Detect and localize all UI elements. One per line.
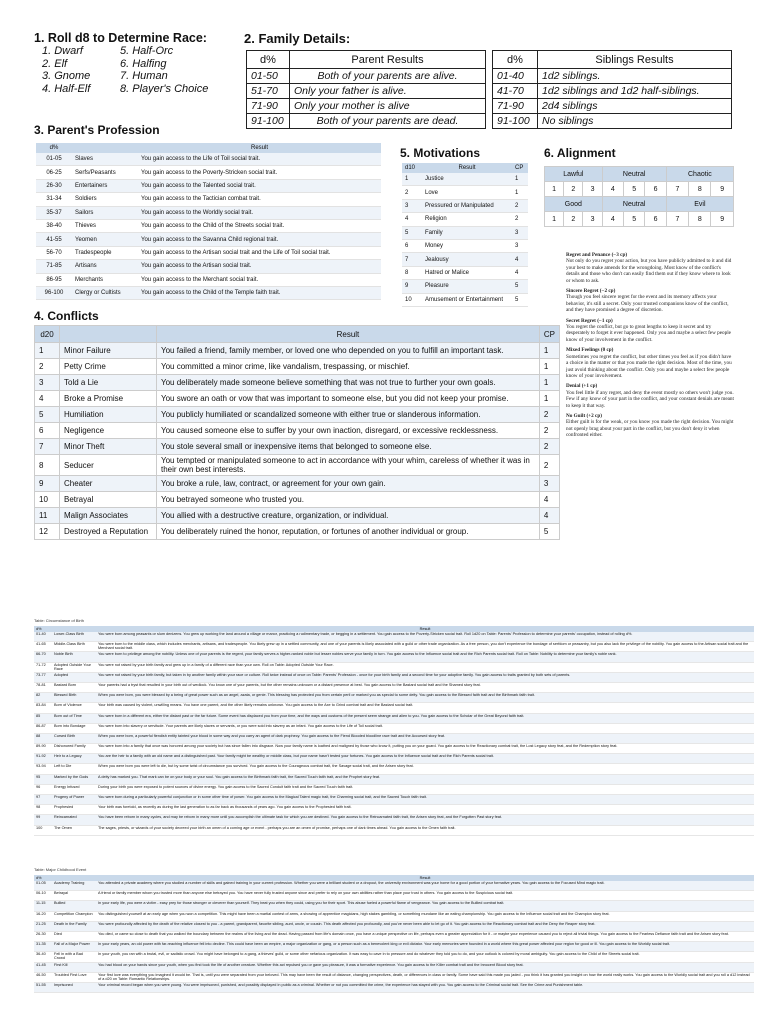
table-row: 91-92 Heir to a Legacy You are the heir to a family with an old name and a distinguished past. Your family might be wealthy or middle class, but your name hasn't tested your fortunes. You gain access to the Influence social trait and the Rich Parents social trait. xyxy=(34,754,754,764)
table-row: 06-10 Betrayal A friend or family member whom you trusted more than anyone else betrayed you. You have never fully trusted anyone since and prefer to rely on your own abilities rather than place your trust in others. You gain access to the Suspicious social trait. xyxy=(34,891,754,901)
regret-title: Regret and Penance (−3 cp) xyxy=(566,252,628,258)
table-row: 91-100 No siblings xyxy=(493,114,732,129)
col-header: Result xyxy=(96,875,754,881)
table-row: 01-40 1d2 siblings. xyxy=(493,69,732,84)
table-row: 56-70 Tradespeople You gain access to the Artisan social trait and the Life of Toil social trait. xyxy=(36,246,381,259)
table-row: 31-34 Soldiers You gain access to the Tactician combat trait. xyxy=(36,193,381,206)
race-option: 6. Halfing xyxy=(120,57,167,70)
table-row: 82 Blessed Birth When you were born, you were blessed by a being of great power such as an angel, azata, or genie. This blessing has protected you from certain peril or marked you as special to some deity. You gain access to the Blessed faith trait and the Birthmark faith trait. xyxy=(34,693,754,703)
table-row: 100 The Omen The sages, priests, or wizards of your society decreed your birth an omen of a coming age or event - perhaps you are an omen of promise, perhaps one of dark times ahead. You gain access to the Omen faith trait. xyxy=(34,825,754,835)
regret-title: Sincere Regret (−2 cp) xyxy=(566,288,616,295)
regret-title: Secret Regret (−1 cp) xyxy=(566,317,613,324)
table-row: 86-95 Merchants You gain access to the Merchant social trait. xyxy=(36,273,381,286)
col-header: Result xyxy=(138,143,381,153)
col-header xyxy=(72,143,138,153)
table-row: 10 Amusement or Entertainment 5 xyxy=(402,293,528,306)
childhood-caption: Table: Major Childhood Event xyxy=(34,867,87,872)
race-list-right xyxy=(120,45,208,95)
birth-caption: Table: Circumstance of Birth xyxy=(34,618,85,623)
table-row: 41-70 1d2 siblings and 1d2 half-siblings. xyxy=(493,84,732,99)
family-heading: 2. Family Details: xyxy=(244,31,351,46)
regret-sidebar xyxy=(566,248,734,439)
table-row: 88 Cursed Birth When you were born, a powerful fiendish entity tainted your blood in some way and you carry an agent of dark prophecy. You gain access to the Fiend Blooded bloodline race trait and the Accursed story feat. xyxy=(34,733,754,743)
table-row: 31-35 Fall of a Major Power In your early years, an old power with far-reaching influence fell into decline. This could have been an empire, a major organization or gang, or a person such as a benevolent king or evil dictator. Your early memories were founded in a world where this great power affected your region for good or ill. You gain access to the Worldly social trait. xyxy=(34,942,754,952)
race-option: 8. Player's Choice xyxy=(120,82,209,95)
race-option: 7. Human xyxy=(120,70,168,82)
table-row: 26-30 Died You died, or came so close to death that you walked the boundary between the realms of the living and the dead. Having passed from life's domain once, you have a unique perspective on life, perhaps even a greater appreciation for it - or maybe your experience caused you to reject all trivial things. You gain access to the Fearless Defiance faith trait and the Arisen story feat. xyxy=(34,931,754,941)
table-row: 06-25 Serfs/Peasants You gain access to the Poverty-Stricken social trait. xyxy=(36,166,381,179)
col-header: d% xyxy=(34,626,52,632)
table-row: 71-90 Only your mother is alive xyxy=(247,99,486,114)
table-row: 1 Minor Failure You failed a friend, family member, or loved one who depended on you to fulfill an important task. 1 xyxy=(35,343,560,359)
table-row: 5 Family 3 xyxy=(402,226,528,239)
table-row: 91-100 Both of your parents are dead. xyxy=(247,114,486,129)
race-option: 5. Half-Orc xyxy=(120,45,174,57)
col-header: Result xyxy=(422,163,512,173)
regret-text: You regret the conflict, but go to great lengths to keep it secret and try desperately to forget it ever happened. Only you and maybe a select few people know of your involvement in the conflict. xyxy=(566,324,731,343)
table-row: 16-20 Competition Champion You distinguished yourself at an early age when you won a competition. This might have been a martial contest of arms, a showing of apprentice magicians, high stakes gambling, or something mundane like an eating championship. You gain access to the Influence social trait and the Champion story feat. xyxy=(34,911,754,921)
table-row: 01-05 Slaves You gain access to the Life of Toil social trait. xyxy=(36,153,381,166)
table-row: 8 Seducer You tempted or manipulated someone to act in accordance with your whim, careless of whether it was in their own best interests. 2 xyxy=(35,455,560,476)
table-row: 96-100 Clergy or Cultists You gain access to the Child of the Temple faith trait. xyxy=(36,286,381,299)
table-row: 7 Jealousy 4 xyxy=(402,253,528,266)
table-row: 9 Pleasure 5 xyxy=(402,280,528,293)
table-row: 7 Minor Theft You stole several small or inexpensive items that belonged to someone else. 2 xyxy=(35,439,560,455)
col-header: d% xyxy=(493,51,538,69)
table-row: 01-05 Academy Training You attended a private academy where you studied a number of skills and gained training in your current profession. Whether you were a brilliant student or a dropout, the university environment was your home for a good portion of your formative years. You gain access to the Focused Mind magic trait. xyxy=(34,881,754,891)
table-row: 01-50 Both of your parents are alive. xyxy=(247,69,486,84)
table-row: 2 Love 1 xyxy=(402,186,528,199)
table-row: 4 Broke a Promise You swore an oath or vow that was important to someone else, but you did not keep your promise. 1 xyxy=(35,391,560,407)
col-header: Siblings Results xyxy=(538,51,732,69)
conflicts-table xyxy=(34,325,560,540)
table-row: 10 Betrayal You betrayed someone who trusted you. 4 xyxy=(35,492,560,508)
col-header: d20 xyxy=(35,326,60,343)
regret-title: No Guilt (+2 cp) xyxy=(566,412,602,419)
alignment-heading: 6. Alignment xyxy=(544,146,616,160)
col-header: CP xyxy=(539,326,559,343)
motivations-table xyxy=(402,163,528,307)
col-header xyxy=(60,326,157,343)
col-header: d10 xyxy=(402,163,422,173)
table-row: 83-84 Born of Violence Your birth was caused by violent, unwilling means. You have one parent, and the other likely remains unknown. You gain access to the Axe to Grind combat trait and the Bastard social trait. xyxy=(34,703,754,713)
race-option: 3. Gnome xyxy=(42,70,91,82)
table-row: 2 Petty Crime You committed a minor crime, like vandalism, trespassing, or mischief. 1 xyxy=(35,359,560,375)
col-header: Result xyxy=(157,326,540,343)
table-row: 46-50 Troubled First Love Your first love was everything you imagined it would be. That is, until you were separated from your beloved. This may have been the result of distance, changing perspectives, death, or differences in class or family. Some have said this made you jaded - you think it has granted you insight on how the world really works. You gain access to the Worldly social trait and you roll a d12 instead of a d20 on Table: Romantic Relationships. xyxy=(34,972,754,982)
table-row: 3 Pressured or Manipulated 2 xyxy=(402,199,528,212)
parents-table xyxy=(246,50,486,129)
regret-text: Either guilt is for the weak, or you know you made the right decision. You might not openly brag about your part in the conflict, but you don't deny it when confronted either. xyxy=(566,419,734,439)
table-row: 8 Hatred or Malice 4 xyxy=(402,266,528,279)
table-row: 26-30 Entertainers You gain access to the Talented social trait. xyxy=(36,179,381,192)
table-row: 97 Progeny of Power You were born during a particularly powerful conjunction or in some other time of power. You gain access to the Magical Talent magic trait, the Charming social trait, and the Sacred Touch faith trait. xyxy=(34,795,754,805)
table-row: 9 Cheater You broke a rule, law, contract, or agreement for your own gain. 3 xyxy=(35,476,560,492)
col-header: CP xyxy=(512,163,528,173)
race-heading: 1. Roll d8 to Determine Race: xyxy=(34,31,207,45)
profession-heading: 3. Parent's Profession xyxy=(34,123,160,137)
table-row: 95 Marked by the Gods A deity has marked you. That mark can be on your body or your soul. You gain access to the Birthmark faith trait, the Sacred Touch faith trait, and the Prophet story feat. xyxy=(34,774,754,784)
table-row: 6 Negligence You caused someone else to suffer by your own inaction, disregard, or excessive recklessness. 2 xyxy=(35,423,560,439)
motivations-heading: 5. Motivations xyxy=(400,146,481,160)
table-row: 78-81 Bastard Born Your parents had a tryst that resulted in your birth out of wedlock. You know one of your parents, but the other remains unknown or a distant presence at best. You gain access to the Bastard social trait and the Shamed story feat. xyxy=(34,682,754,692)
table-row: 01-40 Lower-Class Birth You were born among peasants or slum denizens. You grew up working the land around a village or manor, practicing a rudimentary trade, or begging in a settlement. You gain access to the Poverty-Stricken social trait. Roll 1d20 on Table: Parents' Profession to determine your parents' occupation, instead of rolling d%. xyxy=(34,632,754,642)
table-row: 3 Told a Lie You deliberately made someone believe something that was not true to further your own goals. 1 xyxy=(35,375,560,391)
table-row: 4 Religion 2 xyxy=(402,213,528,226)
table-row: 98 Prophesied Your birth was foretold, as recently as during the last generation to as far back as thousands of years ago. You gain access to the Prophesied faith trait. xyxy=(34,805,754,815)
alignment-chaotic-header: Chaotic xyxy=(666,167,733,182)
regret-text: You feel little if any regret, and deny the event mostly so others won't judge you. Few if any know of your part in the conflict, and your constant denials are meant to keep it that way. xyxy=(566,389,734,409)
race-list-left xyxy=(42,45,90,95)
regret-text: Not only do you regret your action, but you have publicly admitted to it and did your best to make amends for the wrongdoing. Most know of the conflict's details and those who don't can easily find them out if they know where to look or whom to ask. xyxy=(566,258,732,284)
table-row: 36-40 Fell in with a Bad Crowd In your youth, you ran with a brutal, evil, or sadistic crowd. You might have belonged to a gang, a thieves' guild, or some other nefarious organization. It was easy to cave in to pressure and do whatever they told you to do, and your outlook is colored by moral ambiguity. You gain access to the Child of the Streets social trait. xyxy=(34,952,754,962)
table-row: 71-90 2d4 siblings xyxy=(493,99,732,114)
table-row: 85 Born out of Time You were born in a different era, either the distant past or the far future. Some event has displaced you from your time, and the ways and customs of the present seem strange and alien to you. You gain access to the Scholar of the Great Beyond faith trait. xyxy=(34,713,754,723)
col-header: Parent Results xyxy=(290,51,486,69)
table-row: 11 Malign Associates You allied with a destructive creature, organization, or individual. 4 xyxy=(35,508,560,524)
table-row: 51-55 Imprisoned Your criminal record began when you were young. You were imprisoned, punished, and possibly displayed in public as a criminal. Whether or not you committed the crime, the experience has stayed with you. You gain access to the Criminal social trait. See the Crime and Punishment table. xyxy=(34,982,754,992)
alignment-good-header: Good xyxy=(545,197,603,212)
table-row: 71-85 Artisans You gain access to the Artisan social trait. xyxy=(36,260,381,273)
table-row: 99 Reincarnated You have been reborn in many cycles, and may be reborn in many more until you accomplish the ultimate task for which you are destined. You gain access to the Reincarnated faith trait, the Arisen story feat, and the Forgotten Past story feat. xyxy=(34,815,754,825)
table-row: 12 Destroyed a Reputation You deliberately ruined the honor, reputation, or fortunes of another individual or group. 5 xyxy=(35,524,560,540)
alignment-table xyxy=(544,166,734,227)
table-row: 6 Money 3 xyxy=(402,239,528,252)
alignment-neutral-header: Neutral xyxy=(602,197,666,212)
col-header: d% xyxy=(36,143,72,153)
table-row: 71-72 Adopted Outside Your Race You were not raised by your birth family and grew up in a family of a different race than your own. Roll on Table: Adopted Outside Your Race. xyxy=(34,662,754,672)
col-header: d% xyxy=(247,51,290,69)
table-row: 66-70 Noble Birth You were born to privilege among the nobility. Unless one of your parents is the regent, your family serves a higher-ranked noble but lesser nobles serve your family in turn. You gain access to the Influence social trait and the Rich Parents social trait. Roll on Table: Nobility to determine your family's noble rank. xyxy=(34,652,754,662)
table-row: 21-25 Death in the Family You were profoundly affected by the death of the relative closest to you - a parent, grandparent, favorite sibling, aunt, uncle, or cousin. This death affected you profoundly, and you've never been able to let go of it. You gain access to the Reactionary combat trait and the Deny the Reaper story feat. xyxy=(34,921,754,931)
table-row: 96 Energy Infused During your birth you were exposed to potent sources of divine energy. You gain access to the Sacred Conduit faith trait and the Sacred Touch faith trait. xyxy=(34,784,754,794)
birth-table xyxy=(34,626,754,836)
table-row: 35-37 Sailors You gain access to the Worldly social trait. xyxy=(36,206,381,219)
col-header: d% xyxy=(34,875,52,881)
col-header: Result xyxy=(96,626,754,632)
alignment-evil-header: Evil xyxy=(666,197,733,212)
alignment-number-row: 1 2 3 4 5 6 7 8 9 xyxy=(545,212,734,227)
race-option: 4. Half-Elf xyxy=(42,82,91,95)
regret-text: Sometimes you regret the conflict, but other times you feel as if you didn't have a choice in the matter or that you made the right decision. Most of the time, you just avoid thinking about the conflict. Only you and maybe a select few people know of your involvement. xyxy=(566,353,732,379)
regret-text: Though you feel sincere regret for the event and its memory affects your behavior, it's still a secret. Only your trusted companions know of the conflict, and they have promised a degree of discretion. xyxy=(566,294,729,314)
childhood-table xyxy=(34,875,754,993)
table-row: 86-87 Born into Bondage You were born into slavery or servitude. Your parents are likely slaves or servants, or you were sold into slavery as an infant. You gain access to the Life of Toil social trait. xyxy=(34,723,754,733)
race-option: 1. Dwarf xyxy=(42,45,83,57)
race-option: 2. Elf xyxy=(42,57,68,70)
table-row: 51-70 Only your father is alive. xyxy=(247,84,486,99)
table-row: 89-90 Dishonored Family You were born into a family that once was honored among your society but has since fallen into disgrace. Now your family name is loathed and maligned by those who know it, putting you on your guard. You gain access to the Reactionary combat trait, the Lost Legacy story feat, and the Redemption story feat. xyxy=(34,744,754,754)
table-row: 11-15 Bullied In your early life, you were a victim - easy prey for those stronger or cleverer than yourself. They beat you when they could, using you for their sport. This abuse fueled a powerful flame of vengeance. You gain access to the Bullied combat trait. xyxy=(34,901,754,911)
table-row: 1 Justice 1 xyxy=(402,173,528,186)
alignment-number-row: 1 2 3 4 5 6 7 8 9 xyxy=(545,182,734,197)
table-row: 41-65 Middle-Class Birth You were born to the middle class, which includes merchants, artisans, and tradespeople. You likely grew up in a settled community, and one of your parents is likely associated with a guild or other trade organization. As a free person, you don't experience the bondage of serfdom or peasantry, but you also lack the privilege of the nobility. You gain access to the Artisan social trait and the Merchant social trait. xyxy=(34,642,754,652)
alignment-lawful-header: Lawful xyxy=(545,167,603,182)
profession-table xyxy=(36,143,381,300)
conflicts-heading: 4. Conflicts xyxy=(34,309,99,323)
siblings-table xyxy=(492,50,732,129)
table-row: 41-55 Yeomen You gain access to the Savanna Child regional trait. xyxy=(36,233,381,246)
table-row: 41-45 First Kill You had blood on your hands since your youth, when you first took the life of another creature. Whether this act repulsed you or gave you pleasure, it was a formative experience. You gain access to the Killer combat trait and the Innocent Blood story feat. xyxy=(34,962,754,972)
table-row: 93-94 Left to Die When you were born you were left to die, but by some twist of circumstance you survived. You gain access to the Courageous combat trait, the Savage social trait, and the Arisen story feat. xyxy=(34,764,754,774)
regret-title: Mixed Feelings (0 cp) xyxy=(566,347,614,354)
table-row: 73-77 Adopted You were not raised by your birth family, but taken in by another family within your race or culture. Roll twice instead of once on Table: Parents' Profession - once for your birth family and a second time for your adoptive family. You gain access to traits granted by both sets of parents. xyxy=(34,672,754,682)
table-row: 5 Humiliation You publicly humiliated or scandalized someone with either true or slanderous information. 2 xyxy=(35,407,560,423)
alignment-neutral-header: Neutral xyxy=(602,167,666,182)
table-row: 38-40 Thieves You gain access to the Child of the Streets social trait. xyxy=(36,219,381,232)
regret-title: Denial (+1 cp) xyxy=(566,383,598,390)
